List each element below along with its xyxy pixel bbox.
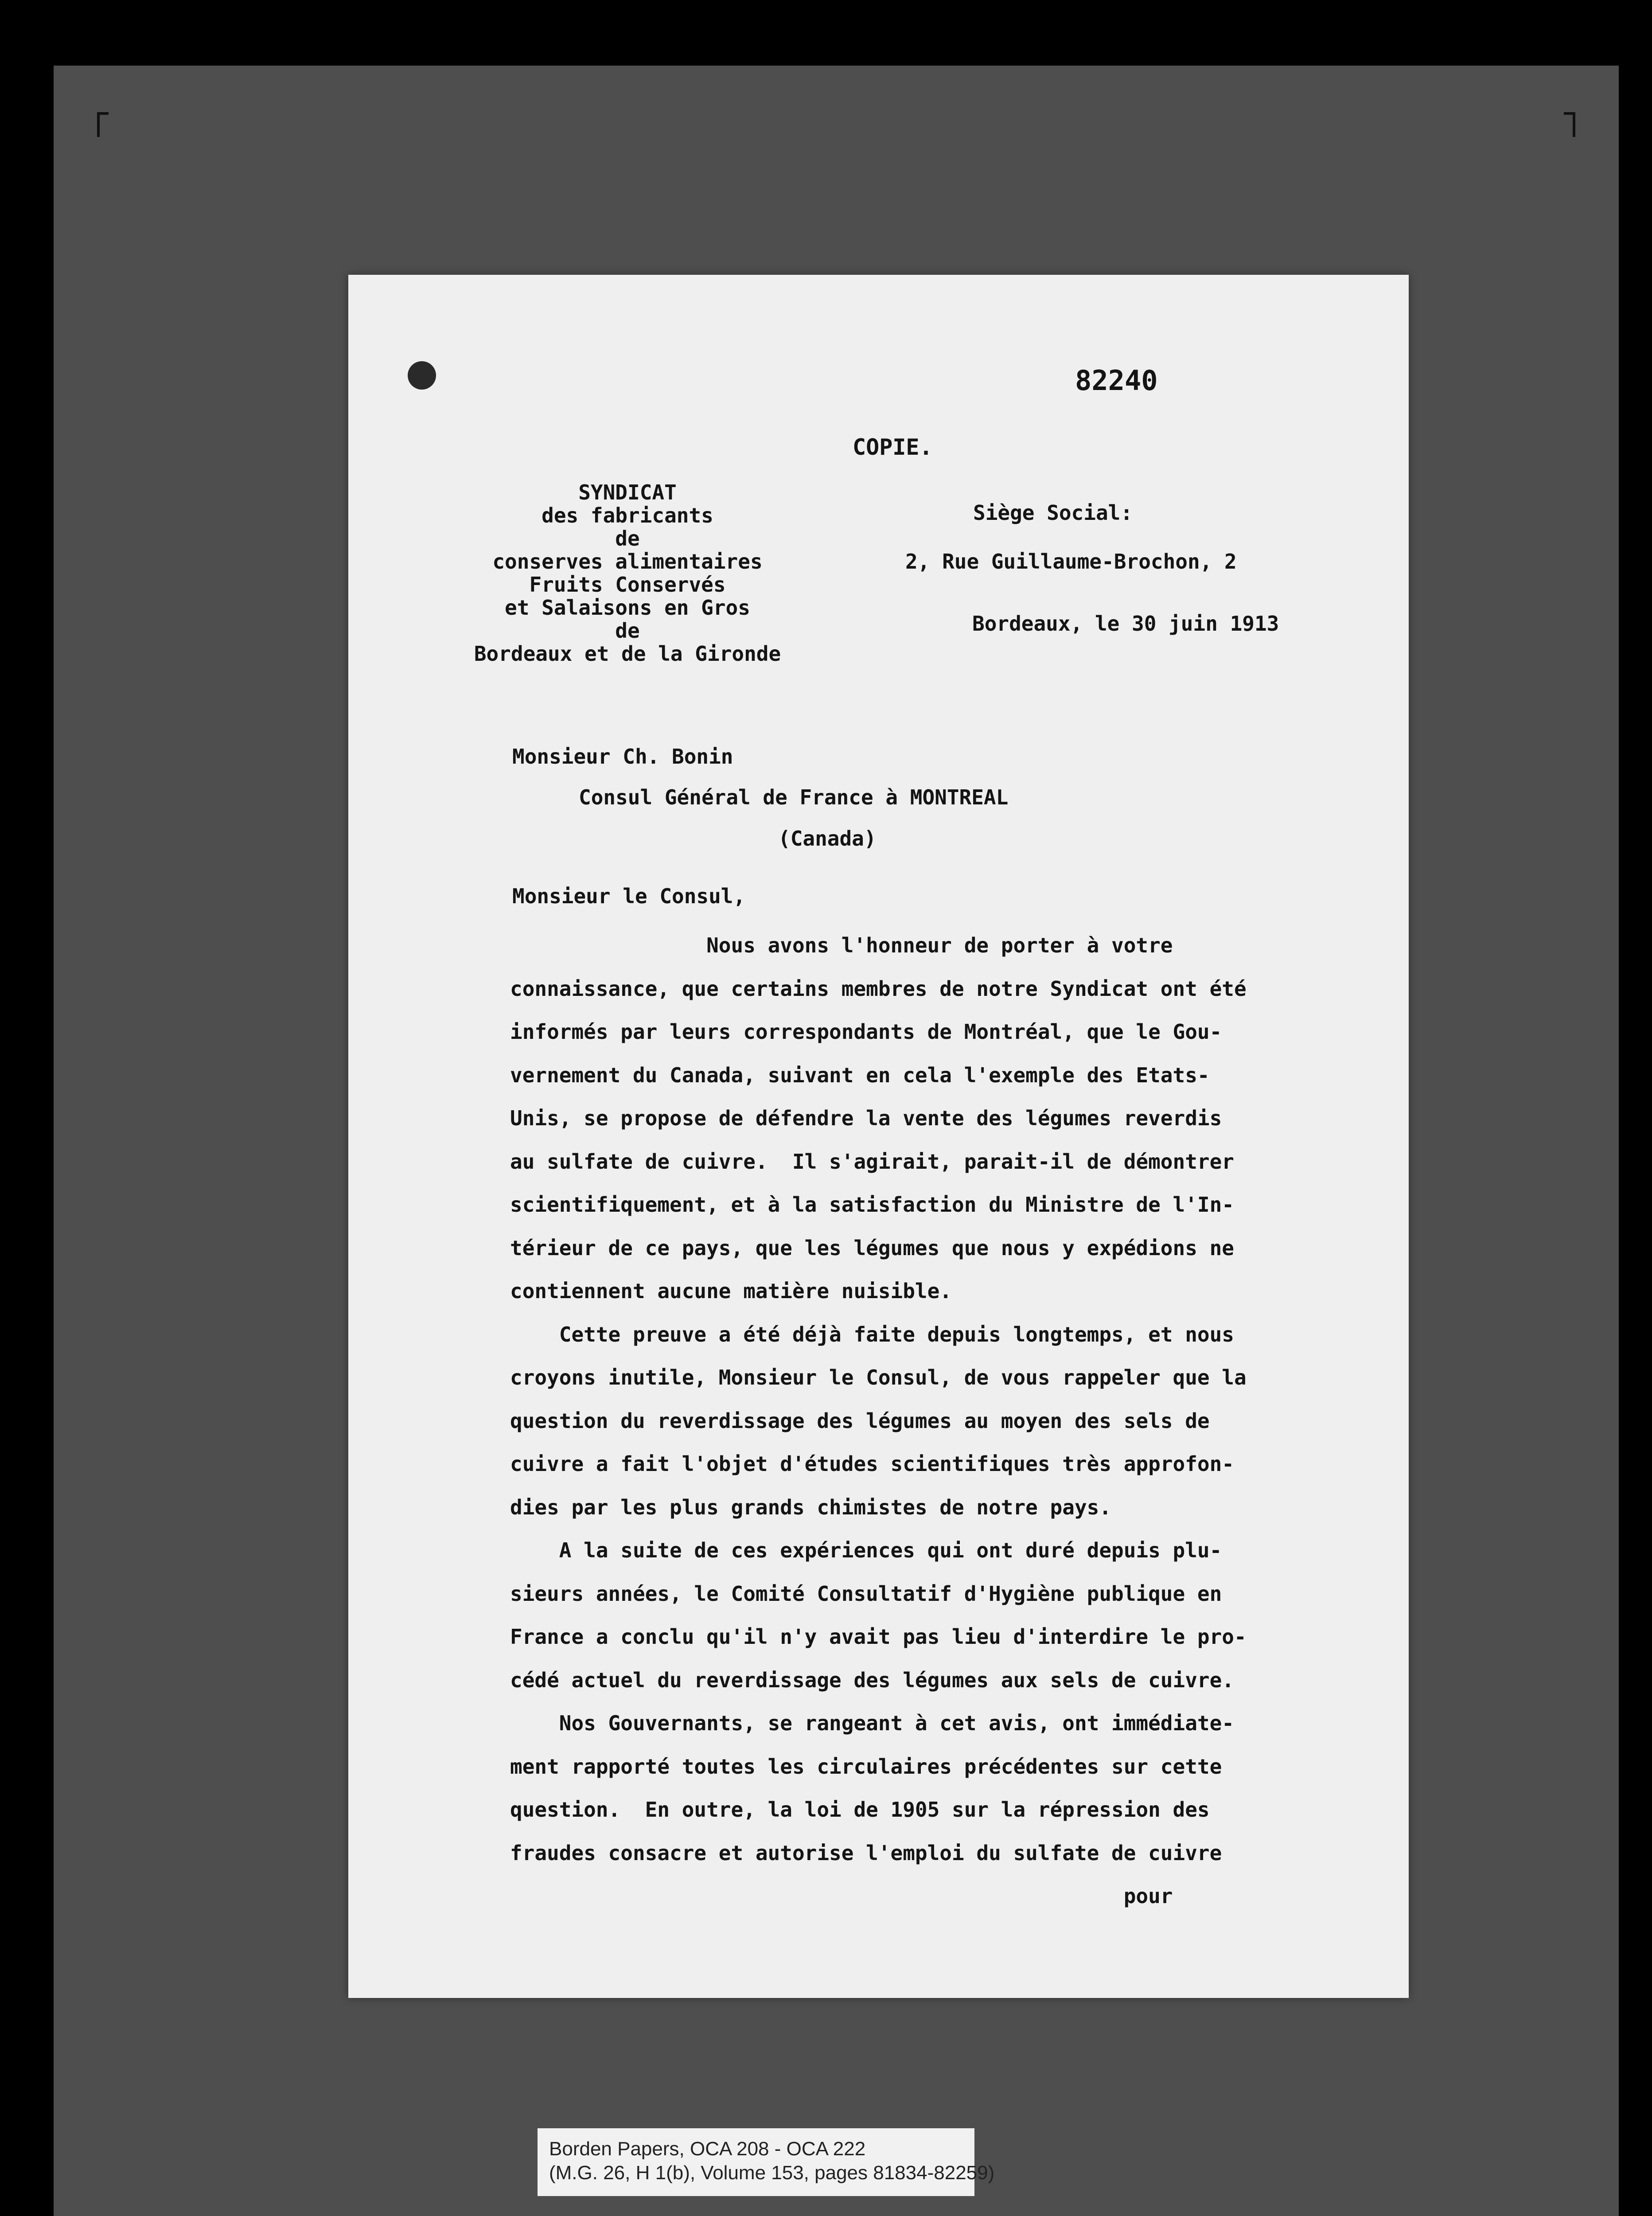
sender-line: des fabricants (542, 503, 713, 527)
body-line: au sulfate de cuivre. Il s'agirait, parait-il de démontrer (510, 1149, 1234, 1174)
body-line: sieurs années, le Comité Consultatif d'Hygiène publique en (510, 1581, 1222, 1606)
recipient-country: (Canada) (778, 827, 877, 851)
sender-block (464, 481, 791, 665)
body-line: fraudes consacre et autorise l'emploi du sulfate de cuivre (510, 1841, 1222, 1865)
body-line: Nos Gouvernants, se rangeant à cet avis, ont immédiate- (510, 1711, 1234, 1735)
body-line: France a conclu qu'il n'y avait pas lieu d'interdire le pro- (510, 1625, 1247, 1649)
body-line: cuivre a fait l'objet d'études scientifiques très approfon- (510, 1452, 1234, 1476)
document-number: 82240 (1075, 364, 1158, 397)
sender-line: Fruits Conservés (529, 573, 726, 597)
sender-line: conserves alimentaires (492, 550, 763, 574)
place-date: Bordeaux, le 30 juin 1913 (972, 612, 1279, 636)
copy-label: COPIE. (853, 434, 933, 460)
body-line: question. En outre, la loi de 1905 sur la répression des (510, 1798, 1210, 1822)
reference-line: Borden Papers, OCA 208 - OCA 222 (549, 2138, 866, 2160)
reference-line: (M.G. 26, H 1(b), Volume 153, pages 81834-82259) (549, 2162, 995, 2184)
body-line: Cette preuve a été déjà faite depuis longtemps, et nous (510, 1322, 1234, 1346)
body-line: dies par les plus grands chimistes de notre pays. (510, 1495, 1112, 1519)
head-office-label: Siège Social: (973, 501, 1133, 525)
sender-line: de (615, 619, 640, 643)
sender-line: Bordeaux et de la Gironde (474, 642, 781, 666)
salutation: Monsieur le Consul, (512, 884, 746, 908)
letter-page (348, 275, 1409, 1998)
letter-body (510, 924, 1379, 1918)
sender-line: de (615, 527, 640, 550)
body-line: Unis, se propose de défendre la vente des légumes reverdis (510, 1106, 1222, 1130)
body-line: Nous avons l'honneur de porter à votre (510, 933, 1173, 957)
body-line: question du reverdissage des légumes au moyen des sels de (510, 1408, 1210, 1433)
recipient-title: Consul Général de France à MONTREAL (579, 785, 1009, 809)
body-line: térieur de ce pays, que les légumes que nous y expédions ne (510, 1236, 1234, 1260)
body-line: A la suite de ces expériences qui ont duré depuis plu- (510, 1538, 1222, 1562)
body-line: croyons inutile, Monsieur le Consul, de vous rappeler que la (510, 1365, 1247, 1389)
sender-address: 2, Rue Guillaume-Brochon, 2 (905, 550, 1237, 574)
body-line: informés par leurs correspondants de Montréal, que le Gou- (510, 1020, 1222, 1044)
frame-corner-mark (1564, 112, 1575, 137)
body-line: connaissance, que certains membres de notre Syndicat ont été (510, 976, 1247, 1001)
sender-line: et Salaisons en Gros (505, 596, 750, 620)
punch-hole (408, 361, 436, 390)
body-line: ment rapporté toutes les circulaires précédentes sur cette (510, 1754, 1222, 1779)
sender-line: SYNDICAT (578, 480, 677, 504)
body-line: cédé actuel du reverdissage des légumes aux sels de cuivre. (510, 1668, 1234, 1692)
body-line: vernement du Canada, suivant en cela l'exemple des Etats- (510, 1063, 1210, 1087)
body-line: contiennent aucune matière nuisible. (510, 1279, 952, 1303)
body-line: scientifiquement, et à la satisfaction du Ministre de l'In- (510, 1193, 1234, 1217)
frame-corner-mark (97, 112, 109, 137)
body-line: pour (510, 1884, 1173, 1908)
reference-card (538, 2128, 995, 2196)
recipient-name: Monsieur Ch. Bonin (512, 745, 733, 769)
